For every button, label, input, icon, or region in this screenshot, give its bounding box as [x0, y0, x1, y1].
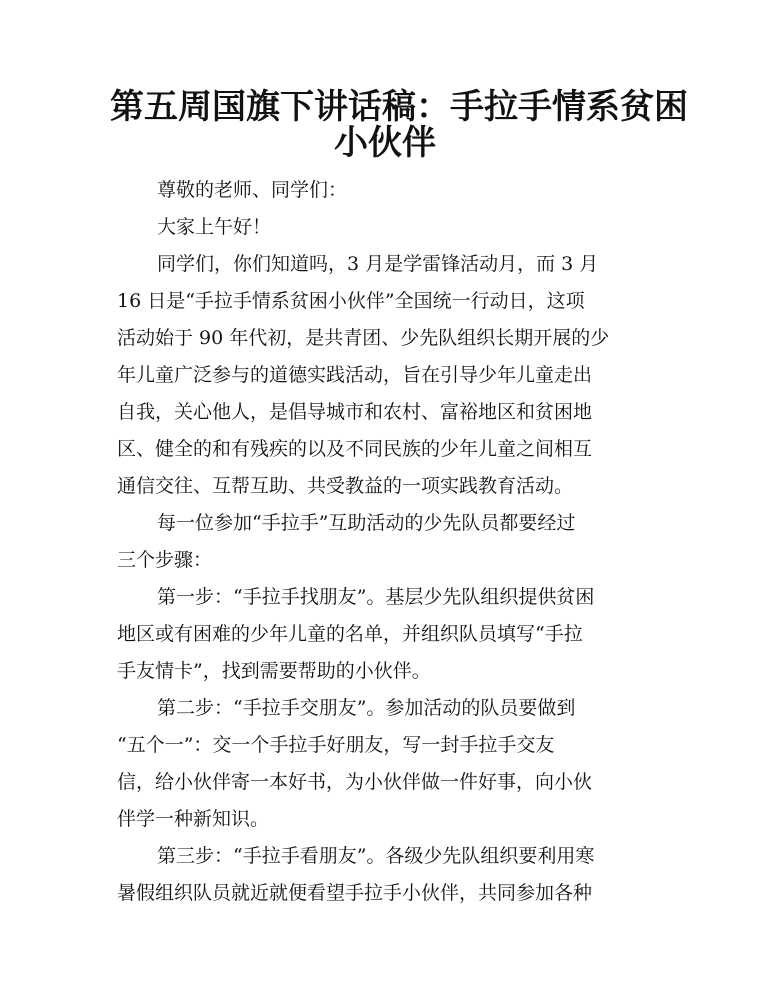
step-two-line: 信，给小伙伴寄一本好书，为小伙伴做一件好事，向小伙	[117, 771, 593, 793]
step-two-line: 伴学一种新知识。	[117, 808, 270, 830]
paragraph-line: 自我，关心他人，是倡导城市和农村、富裕地区和贫困地	[117, 401, 593, 423]
step-two-line: 第二步：“手拉手交朋友”。参加活动的队员要做到	[157, 697, 576, 719]
paragraph-line: 同学们，你们知道吗，3 月是学雷锋活动月，而 3 月	[157, 253, 599, 275]
paragraph-line: 三个步骤：	[117, 549, 213, 571]
salutation: 尊敬的老师、同学们：	[157, 179, 348, 201]
step-three-line: 第三步：“手拉手看朋友”。各级少先队组织要利用寒	[157, 845, 595, 867]
paragraph-line: 活动始于 90 年代初，是共青团、少先队组织长期开展的少	[117, 327, 610, 349]
document-title-line-2: 小伙伴	[334, 123, 436, 163]
paragraph-line: 区、健全的和有残疾的以及不同民族的少年儿童之间相互	[117, 438, 593, 460]
step-two-line: “五个一”：交一个手拉手好朋友，写一封手拉手交友	[117, 734, 555, 756]
step-three-line: 暑假组织队员就近就便看望手拉手小伙伴，共同参加各种	[117, 882, 593, 904]
paragraph-line: 16 日是“手拉手情系贫困小伙伴”全国统一行动日，这项	[117, 290, 585, 312]
paragraph-line: 每一位参加“手拉手”互助活动的少先队员都要经过	[157, 512, 576, 534]
document-title-line-1: 第五周国旗下讲话稿：手拉手情系贫困	[110, 87, 688, 127]
paragraph-line: 通信交往、互帮互助、共受教益的一项实践教育活动。	[117, 475, 574, 497]
paragraph-line: 年儿童广泛参与的道德实践活动，旨在引导少年儿童走出	[117, 364, 593, 386]
greeting: 大家上午好！	[157, 216, 272, 238]
step-one-line: 手友情卡”，找到需要帮助的小伙伴。	[117, 660, 431, 682]
step-one-line: 地区或有困难的少年儿童的名单，并组织队员填写“手拉	[117, 623, 583, 645]
step-one-line: 第一步：“手拉手找朋友”。基层少先队组织提供贫困	[157, 586, 595, 608]
